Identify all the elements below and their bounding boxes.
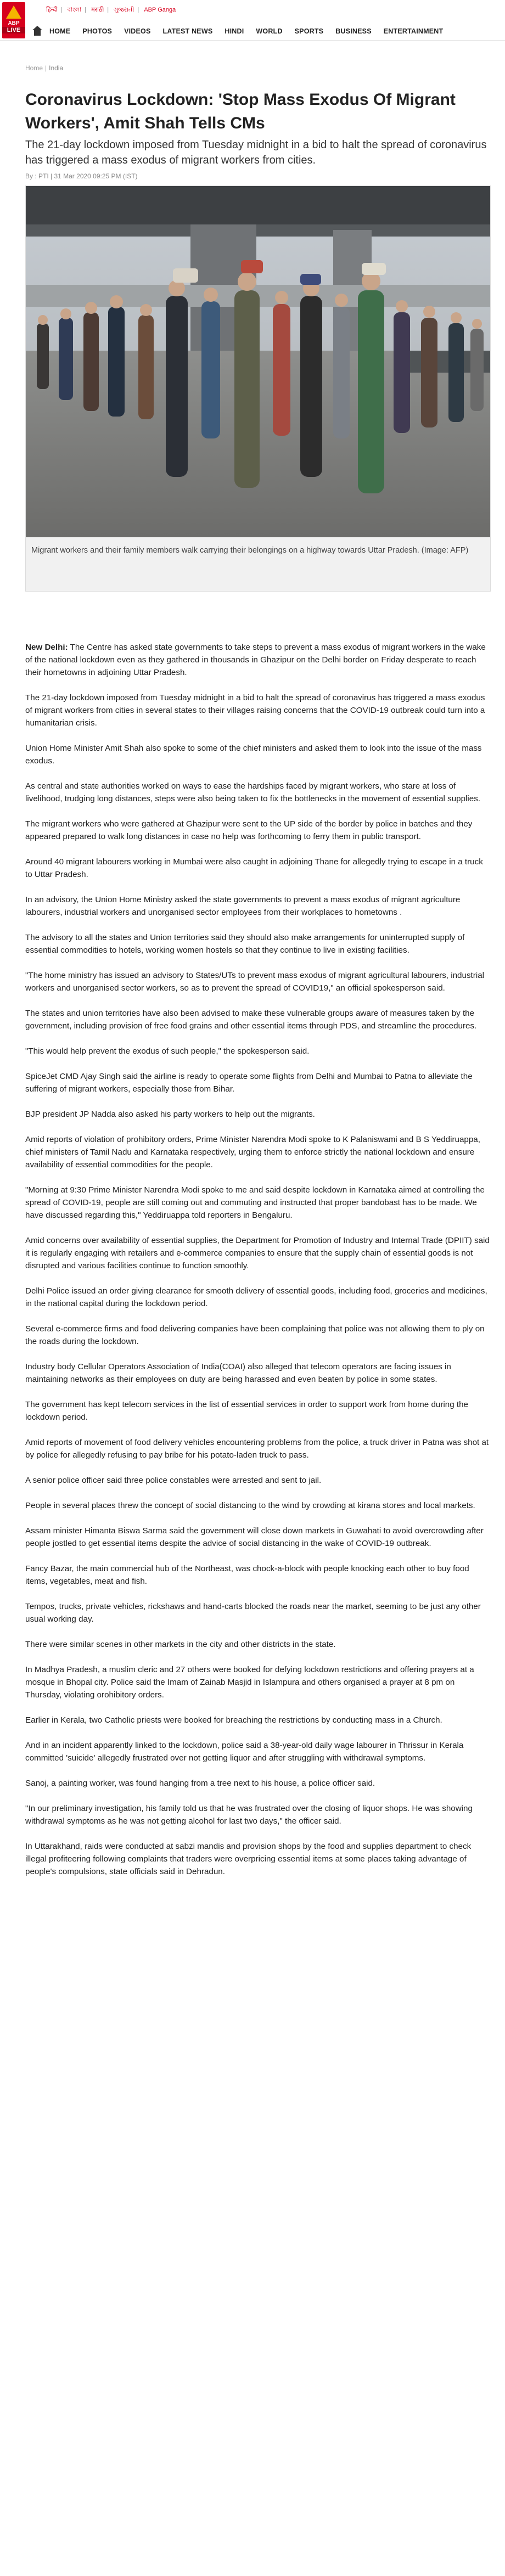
- article-body: [25, 641, 492, 1891]
- article-paragraph: Assam minister Himanta Biswa Sarma said the government will close down markets in Guwahati to avoid overcrowding after people jostled to get essential items despite the advice of social distancing in the wake of COVID-19 outbreak.: [25, 1526, 484, 1548]
- article-paragraph: Amid reports of movement of food delivery vehicles encountering problems from the police, a truck driver in Patna was shot at by police for allegedly refusing to pay bribe for his potato-laden truck to pass.: [25, 1438, 489, 1460]
- article-paragraph: "The home ministry has issued an advisory to States/UTs to prevent mass exodus of migrant agricultural labourers, industrial workers and unorganised sector workers, so as to prevent the spread of COVID19," an official spokesperson said.: [25, 971, 485, 993]
- lang-link-hindi[interactable]: हिन्दी: [46, 7, 58, 13]
- article-paragraph: "This would help prevent the exodus of such people," the spokesperson said.: [25, 1047, 310, 1056]
- article-paragraph: Sanoj, a painting worker, was found hanging from a tree next to his house, a police officer said.: [25, 1779, 375, 1788]
- site-header: [0, 0, 505, 41]
- breadcrumb: Home | India: [25, 64, 64, 72]
- article-standfirst: The 21-day lockdown imposed from Tuesday midnight in a bid to halt the spread of coronavirus has triggered a mass exodus of migrant workers from cities.: [25, 139, 487, 166]
- article-paragraph: There were similar scenes in other markets in the city and other districts in the state.: [25, 1640, 336, 1649]
- article-paragraph: The migrant workers who were gathered at Ghazipur were sent to the UP side of the border by police in batches and they appeared prepared to walk long distances in case no help was forthcoming to ferry them in public transport.: [25, 819, 473, 841]
- main-nav: [30, 25, 505, 37]
- article-paragraph: Union Home Minister Amit Shah also spoke to some of the chief ministers and asked them to look into the issue of the mass exodus.: [25, 744, 482, 766]
- nav-item-home[interactable]: HOME: [49, 27, 71, 35]
- lang-link-marathi[interactable]: मराठी: [91, 7, 104, 13]
- article-paragraph: A senior police officer said three police constables were arrested and sent to jail.: [25, 1476, 322, 1485]
- article-paragraph: The government has kept telecom services in the list of essential services in order to support work from home during the lockdown period.: [25, 1400, 468, 1422]
- article-paragraph: BJP president JP Nadda also asked his party workers to help out the migrants.: [25, 1110, 315, 1119]
- article-paragraph-text: The Centre has asked state governments to take steps to prevent a mass exodus of migrant workers in the wake of the national lockdown even as they gathered in thousands in Ghazipur on the Delhi border on Friday desperate to reach their hometowns in adjoining Uttar Pradesh.: [25, 643, 486, 677]
- nav-item-latest-news[interactable]: LATEST NEWS: [162, 27, 213, 35]
- article-paragraph: Delhi Police issued an order giving clearance for smooth delivery of essential goods, including food, groceries and medicines, in the national capital during the lockdown period.: [25, 1286, 487, 1308]
- article-paragraph: Fancy Bazar, the main commercial hub of the Northeast, was chock-a-block with people knocking each other to buy food items, vegetables, meat and fish.: [25, 1564, 469, 1586]
- article-paragraph: Around 40 migrant labourers working in Mumbai were also caught in adjoining Thane for allegedly trying to escape in a truck to Uttar Pradesh.: [25, 857, 483, 879]
- article-paragraph: In an advisory, the Union Home Ministry asked the state governments to prevent a mass exodus of migrant agriculture labourers, industrial workers and unorganised sector employees from their workplaces to hometowns .: [25, 895, 461, 917]
- nav-item-photos[interactable]: PHOTOS: [82, 27, 113, 35]
- article-paragraph: Tempos, trucks, private vehicles, rickshaws and hand-carts blocked the roads near the market, seeming to be just any other usual working day.: [25, 1602, 481, 1624]
- article-paragraph: The 21-day lockdown imposed from Tuesday midnight in a bid to halt the spread of coronavirus has triggered a mass exodus of migrant workers from cities in several states to their villages raising concerns that the COVID-19 outbreak could turn into a humanitarian crisis.: [25, 693, 485, 728]
- article-paragraph: The states and union territories have also been advised to make these vulnerable groups aware of measures taken by the government, including provision of free food grains and other essential items through PDS, and streamline the procedures.: [25, 1009, 477, 1031]
- nav-item-sports[interactable]: SPORTS: [294, 27, 324, 35]
- article-paragraph: Amid reports of violation of prohibitory orders, Prime Minister Narendra Modi spoke to K Palaniswami and B S Yeddiruappa, chief ministers of Tamil Nadu and Karnataka respectively, urging them to enforce strictly the national lockdown and ensure availability of essential commodities for the people.: [25, 1135, 480, 1169]
- article-byline: By : PTI | 31 Mar 2020 09:25 PM (IST): [25, 172, 138, 180]
- hero-image-figure: [25, 185, 491, 592]
- lang-link-bangla[interactable]: বাংলা: [67, 7, 82, 13]
- nav-item-entertainment[interactable]: ENTERTAINMENT: [383, 27, 444, 35]
- lang-link-abp-ganga[interactable]: ABP Ganga: [144, 7, 176, 13]
- article-paragraph: And in an incident apparently linked to the lockdown, police said a 38-year-old daily wage labourer in Thrissur in Kerala committed 'suicide' allegedly frustrated over not getting liquor and after struggling with withdrawal symptoms.: [25, 1741, 464, 1763]
- logo-triangle-icon: [6, 5, 21, 19]
- article-paragraph: "Morning at 9:30 Prime Minister Narendra Modi spoke to me and said despite lockdown in Karnataka aimed at controlling the spread of COVID-19, people are still coming out and commuting and instructed that proper bandobast has to be made. We have discussed regarding this," Yeddiruappa told reporters in Bengaluru.: [25, 1185, 485, 1220]
- lang-link-gujarati[interactable]: ગુજરાતી: [114, 7, 134, 13]
- article-paragraph: In Madhya Pradesh, a muslim cleric and 27 others were booked for defying lockdown restrictions and offering prayers at a mosque in Bhopal city. Police said the Imam of Zainab Masjid in Islampura and others organised a prayer at 8 pm on Thursday, violating orohibitory orders.: [25, 1665, 474, 1700]
- article-paragraph: In Uttarakhand, raids were conducted at sabzi mandis and provision shops by the food and supplies department to check illegal profiteering following complaints that traders were overpricing essential items at some places taking advantage of people's compulsions, state officials said in Dehradun.: [25, 1842, 472, 1876]
- breadcrumb-home[interactable]: Home: [25, 64, 43, 72]
- logo-text-live: LIVE: [2, 27, 25, 33]
- article-paragraph: Amid concerns over availability of essential supplies, the Department for Promotion of Industry and Internal Trade (DPIIT) said it is regularly engaging with retailers and e-commerce companies to ensure that the supply chain of essential goods is not disrupted and various facilities continue to function smoothly.: [25, 1236, 490, 1270]
- breadcrumb-india[interactable]: India: [49, 64, 64, 72]
- hero-image-caption: Migrant workers and their family members walk carrying their belongings on a highway towards Uttar Pradesh. (Image: AFP): [31, 546, 469, 555]
- article-paragraph: As central and state authorities worked on ways to ease the hardships faced by migrant workers, who stare at loss of livelihood, trudging long distances, steps were also being taken to fix the bottlenecks in the movement of essential supplies.: [25, 781, 481, 803]
- article-paragraph: Several e-commerce firms and food delivering companies have been complaining that police was not allowing them to ply on the roads during the lockdown.: [25, 1324, 485, 1346]
- home-icon[interactable]: [30, 25, 46, 37]
- hero-photo-migrants: [26, 186, 490, 537]
- nav-item-videos[interactable]: VIDEOS: [124, 27, 151, 35]
- nav-item-business[interactable]: BUSINESS: [335, 27, 372, 35]
- language-links: हिन्दी | বাংলা | मराठी | ગુજરાતી | ABP Ganga: [46, 7, 176, 13]
- logo-text-abp: ABP: [8, 20, 20, 26]
- article-paragraph: People in several places threw the concept of social distancing to the wind by crowding at kirana stores and local markets.: [25, 1501, 475, 1510]
- article-paragraph: [25, 641, 492, 679]
- article-dateline: New Delhi:: [25, 643, 68, 652]
- nav-item-hindi[interactable]: HINDI: [225, 27, 244, 35]
- article-paragraph: Industry body Cellular Operators Association of India(COAI) also alleged that telecom operators are facing issues in maintaining networks as their employees on duty are being harassed and even beaten by police in some states.: [25, 1362, 451, 1384]
- abp-live-logo[interactable]: [2, 2, 25, 38]
- article-paragraph: Earlier in Kerala, two Catholic priests were booked for breaching the restrictions by conducting mass in a Church.: [25, 1716, 442, 1725]
- article-headline: Coronavirus Lockdown: 'Stop Mass Exodus Of Migrant Workers', Amit Shah Tells CMs: [25, 91, 456, 132]
- article-paragraph: The advisory to all the states and Union territories said they should also make arrangements for uninterrupted supply of essential commodities to hotels, working women hostels so that they continue to live in existing facilities.: [25, 933, 465, 955]
- nav-item-world[interactable]: WORLD: [256, 27, 283, 35]
- article-paragraph: "In our preliminary investigation, his family told us that he was frustrated over the closing of liquor shops. He was showing withdrawal symptoms as he was not getting alcohol for last two days," the officer said.: [25, 1804, 473, 1826]
- article-paragraph: SpiceJet CMD Ajay Singh said the airline is ready to operate some flights from Delhi and Mumbai to Patna to alleviate the suffering of migrant workers, especially those from Bihar.: [25, 1072, 473, 1094]
